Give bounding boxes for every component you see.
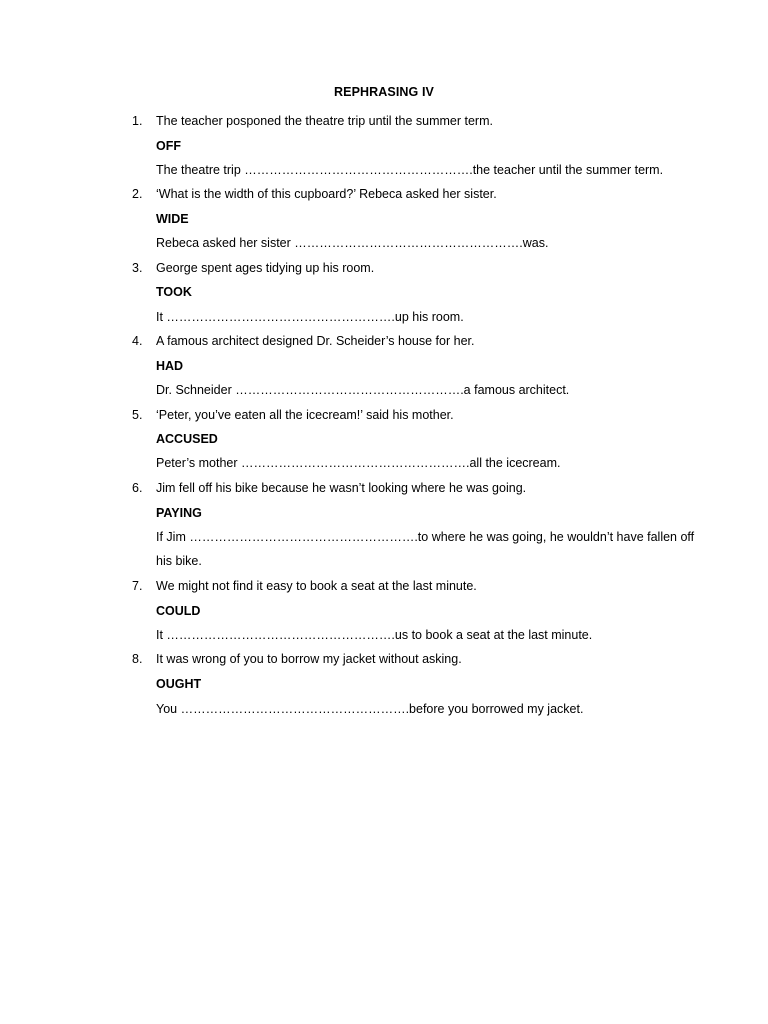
item-number: 3.: [132, 261, 143, 275]
item-answer: It ……………………………………………….up his room.: [156, 310, 464, 324]
item-answer: The theatre trip ……………………………………………….the teacher until the summer term.: [156, 163, 664, 177]
item-keyword: COULD: [156, 604, 201, 618]
item-answer: Rebeca asked her sister ……………………………………………….was.: [156, 236, 549, 250]
item-sentence: It was wrong of you to borrow my jacket without asking.: [156, 652, 462, 666]
item-answer: Peter’s mother ……………………………………………….all the icecream.: [156, 456, 561, 470]
item-sentence: We might not find it easy to book a seat at the last minute.: [156, 579, 477, 593]
page-title: REPHRASING IV: [334, 85, 434, 99]
item-number: 7.: [132, 579, 143, 593]
item-keyword: ACCUSED: [156, 432, 218, 446]
item-keyword: PAYING: [156, 506, 202, 520]
item-number: 2.: [132, 187, 143, 201]
item-sentence: Jim fell off his bike because he wasn’t looking where he was going.: [156, 481, 527, 495]
item-number: 6.: [132, 481, 143, 495]
item-keyword: OUGHT: [156, 677, 202, 691]
item-number: 5.: [132, 408, 143, 422]
item-answer: If Jim ……………………………………………….to where he was going, he wouldn’t have fallen off: [156, 530, 695, 544]
item-keyword: WIDE: [156, 212, 189, 226]
item-sentence: ‘What is the width of this cupboard?’ Rebeca asked her sister.: [156, 187, 497, 201]
item-answer: It ……………………………………………….us to book a seat at the last minute.: [156, 628, 593, 642]
item-sentence: George spent ages tidying up his room.: [156, 261, 375, 275]
item-answer: Dr. Schneider ……………………………………………….a famous architect.: [156, 383, 570, 397]
item-number: 4.: [132, 334, 143, 348]
item-answer-continued: his bike.: [156, 554, 202, 568]
item-answer: You ……………………………………………….before you borrowed my jacket.: [156, 702, 584, 716]
item-keyword: OFF: [156, 139, 181, 153]
item-keyword: TOOK: [156, 285, 192, 299]
item-sentence: A famous architect designed Dr. Scheider’s house for her.: [156, 334, 475, 348]
item-sentence: The teacher posponed the theatre trip until the summer term.: [156, 114, 493, 128]
item-keyword: HAD: [156, 359, 184, 373]
item-number: 8.: [132, 652, 143, 666]
item-sentence: ‘Peter, you’ve eaten all the icecream!’ said his mother.: [156, 408, 454, 422]
item-number: 1.: [132, 114, 143, 128]
